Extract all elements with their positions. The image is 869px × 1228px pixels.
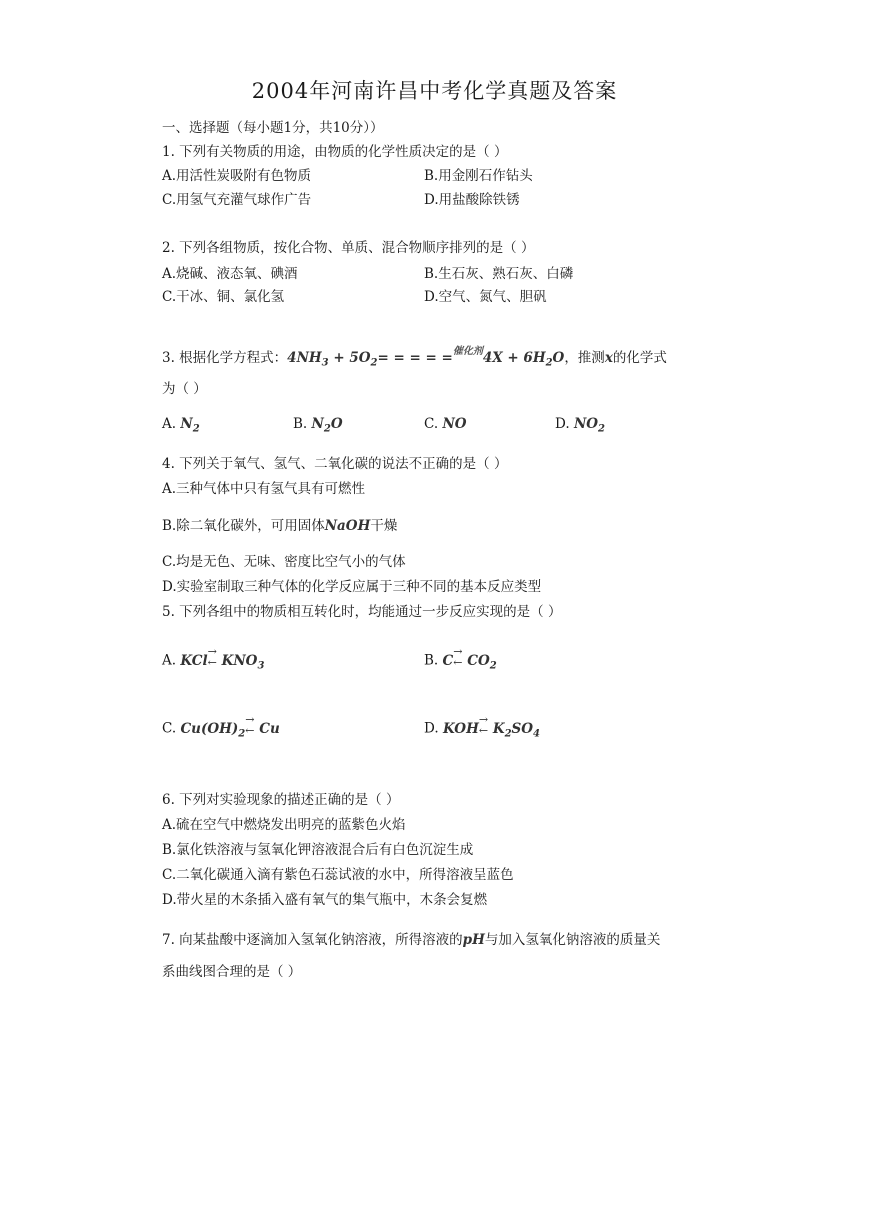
formula: N [311,416,324,432]
q3-suffix: ，推测 [564,350,605,366]
q3-sub: 2 [370,357,378,369]
q7-text-end: 与加入氢氧化钠溶液的质量关 [484,932,661,948]
option-label: D. [424,720,443,737]
q3-equation [287,346,565,369]
q2-option-a: A.烧碱、液态氧、碘酒 [162,266,298,282]
formula-sub: 2 [238,728,246,740]
formula: KCl [180,652,208,669]
option-label: B. [424,652,443,669]
formula: Cu [259,720,280,737]
formula-sub: 4 [533,728,541,740]
q1-option-a: A.用活性炭吸附有色物质 [162,168,312,184]
conversion-arrows-icon [478,713,493,738]
arrow-right-icon: → [453,645,463,658]
formula: CO [467,652,490,669]
q4-b-text: B.除二氧化碳外，可用固体 [162,518,325,534]
q3-stem-line2: 为（ ） [162,381,207,397]
formula-sub: 3 [257,660,265,672]
q5-option-c [162,713,280,740]
q3-variable: x [604,350,613,366]
q3-sub: 3 [321,357,329,369]
section-heading: 一、选择题（每小题1分，共10分）） [162,120,384,136]
arrow-right-icon: → [207,645,217,658]
q2-option-c: C.干冰、铜、氯化氢 [162,289,285,305]
q3-suffix2: 的化学式 [612,350,667,366]
q4-option-d: D.实验室制取三种气体的化学反应属于三种不同的基本反应类型 [162,579,542,595]
q2-option-b: B.生石灰、熟石灰、白磷 [424,266,574,282]
option-label: C. [424,416,443,432]
q6-option-c: C.二氧化碳通入滴有紫色石蕊试液的水中，所得溶液呈蓝色 [162,867,514,883]
option-label: A. [162,652,181,669]
q1-option-b: B.用金刚石作钻头 [424,168,533,184]
arrow-right-icon: → [245,713,255,726]
q5-option-d [424,713,541,740]
q5-stem: 5. 下列各组中的物质相互转化时，均能通过一步反应实现的是（ ） [162,604,562,620]
q7-text: 7. 向某盐酸中逐滴加入氢氧化钠溶液，所得溶液的 [162,932,463,948]
q4-option-a: A.三种气体中只有氢气具有可燃性 [162,481,366,497]
formula: Cu(OH) [180,720,239,737]
formula-tail: O [330,416,343,432]
q3-reactant-1: 4NH [287,350,322,366]
q3-equals: = = = = = [377,350,453,366]
q3-product-o: O [552,350,565,366]
q7-stem-line2: 系曲线图合理的是（ ） [162,964,302,980]
page-title: 2004年河南许昌中考化学真题及答案 [251,79,618,103]
formula: KOH [442,720,479,737]
q7-stem [162,928,660,948]
formula: N [180,416,193,432]
arrow-left-icon: ← [245,724,255,737]
q3-option-b [293,416,343,435]
q1-option-c: C.用氢气充灌气球作广告 [162,192,312,208]
q6-stem: 6. 下列对实验现象的描述正确的是（ ） [162,792,400,808]
q1-stem: 1. 下列有关物质的用途，由物质的化学性质决定的是（ ） [162,144,508,160]
q3-option-a [162,416,200,435]
formula: NaOH [324,518,371,534]
q4-option-b [162,514,397,534]
q5-option-b [424,645,497,672]
q4-stem: 4. 下列关于氧气、氢气、二氧化碳的说法不正确的是（ ） [162,456,508,472]
q2-stem: 2. 下列各组物质，按化合物、单质、混合物顺序排列的是（ ） [162,240,535,256]
conversion-arrows-icon [453,645,467,670]
q3-reactant-2: + 5O [328,350,371,366]
q4-option-c: C.均是无色、无味、密度比空气小的气体 [162,554,406,570]
option-label: C. [162,720,181,737]
formula-sub: 2 [323,423,331,435]
option-label: A. [162,416,181,432]
formula: NO [573,416,599,432]
q3-catalyst: 催化剂 [452,346,483,357]
arrow-left-icon: ← [478,724,489,737]
option-label: D. [555,416,574,432]
formula-sub: 2 [598,423,606,435]
q3-option-c [424,416,467,432]
q2-option-d: D.空气、氮气、胆矾 [424,289,547,305]
q6-option-b: B.氯化铁溶液与氢氧化钾溶液混合后有白色沉淀生成 [162,842,474,858]
q6-option-d: D.带火星的木条插入盛有氧气的集气瓶中，木条会复燃 [162,892,488,908]
formula: NO [442,416,467,432]
q3-products: 4X + 6H [482,350,546,366]
q3-sub: 2 [545,357,553,369]
formula: pH [462,932,485,948]
option-label: B. [293,416,312,432]
formula-sub: 2 [504,728,512,740]
formula-tail: SO [511,720,534,737]
q3-stem [162,346,667,369]
conversion-arrows-icon [207,645,222,670]
q6-option-a: A.硫在空气中燃烧发出明亮的蓝紫色火焰 [162,817,406,833]
q1-option-d: D.用盐酸除铁锈 [424,192,520,208]
q3-prefix: 3. 根据化学方程式： [162,350,288,366]
formula-sub: 2 [192,423,200,435]
formula: KNO [221,652,258,669]
conversion-arrows-icon [245,713,259,738]
arrow-right-icon: → [478,713,489,726]
arrow-left-icon: ← [207,656,217,669]
q3-option-d [555,416,605,435]
arrow-left-icon: ← [453,656,463,669]
formula: K [492,720,505,737]
q5-option-a [162,645,265,672]
formula-sub: 2 [489,660,497,672]
q4-b-text-end: 干燥 [370,518,398,534]
formula: C [442,652,454,669]
